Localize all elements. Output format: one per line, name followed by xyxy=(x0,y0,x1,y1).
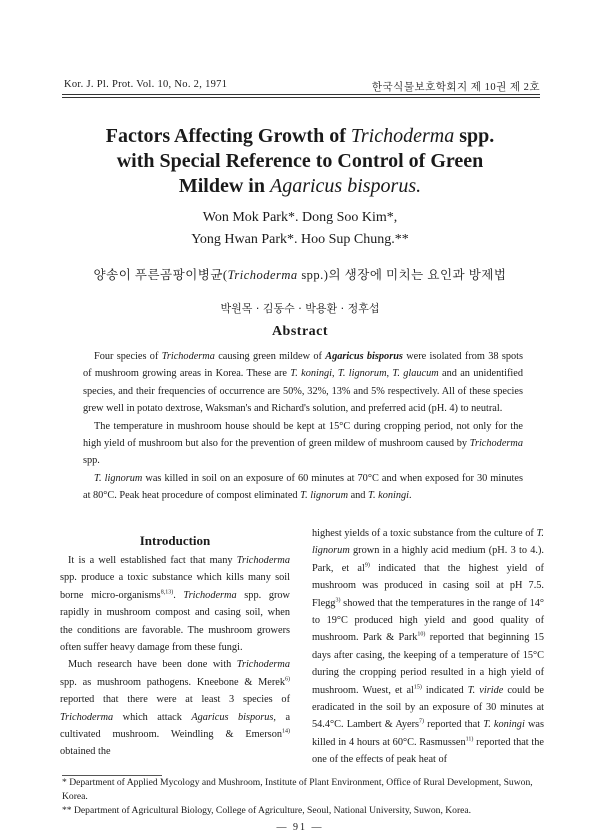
abstract-body xyxy=(83,348,523,505)
page-number: — 91 — xyxy=(276,822,324,833)
right-column xyxy=(312,525,544,769)
author-list: Won Mok Park*. Dong Soo Kim*, Yong Hwan Park*. Hoo Sup Chung.** xyxy=(191,210,409,247)
abstract-paragraph: Four species of Trichoderma causing green mildew of Agaricus bisporus were isolated from 38 spots of mushroom growing areas in Korea. These are T. koningi, T. lignorum, T. glaucum and an unidentified species, and their frequencies of occurrence are 50%, 32%, 13% and 5% respectively. All of these species grew well in potato dextrose, Waksman's and Richard's solution, and preferred acid (pH. 4) to neutral. xyxy=(83,351,523,415)
journal-citation: Kor. J. Pl. Prot. Vol. 10, No. 2, 1971 xyxy=(64,79,228,90)
footnote: ** Department of Agricultural Biology, College of Agriculture, Seoul, National University, Suwon, Korea. xyxy=(62,805,472,816)
journal-citation-korean: 한국식물보호학회지 제 10권 제 2호 xyxy=(371,82,540,93)
footnote: * Department of Applied Mycology and Mushroom, Institute of Plant Environment, Office of Rural Development, Suwon, Korea. xyxy=(62,777,533,802)
body-paragraph: It is a well established fact that many Trichoderma spp. produce a toxic substance which kills many soil borne micro-organisms$^{8,13)}$. Trichoderma spp. grow rapidly in mushroom compost and casing soil, when the conditions are favorable. The mushroom growers often suffer heavy damage from these fungi. xyxy=(60,555,290,654)
paper-title: Factors Affecting Growth of Trichoderma spp. with Special Reference to Control of Green Mildew in Agaricus bisporus. xyxy=(105,125,495,197)
abstract-paragraph: T. lignorum was killed in soil on an exposure of 60 minutes at 70°C and when exposed for 30 minutes at 80°C. Peak heat procedure of compost eliminated T. lignorum and T. koningi. xyxy=(83,472,523,502)
header-rule-double xyxy=(62,97,540,98)
footnotes xyxy=(62,776,546,818)
body-paragraph: Much research have been done with Trichoderma spp. as mushroom pathogens. Kneebone & Merek$^{6)}$ reported that there were at least 3 species of Trichoderma which attack Agaricus bisporus, a cultivated mushroom. Weindling & Emerson$^{14)}$ obtained the xyxy=(60,659,291,758)
header-rule xyxy=(62,94,540,95)
introduction-heading: Introduction xyxy=(139,533,211,548)
abstract-paragraph: The temperature in mushroom house should be kept at 15°C during cropping period, not only for the high yield of mushroom but also for the prevention of green mildew of mushroom caused by Trichoderma spp. xyxy=(83,420,523,467)
body-paragraph: highest yields of a toxic substance from the culture of T. lignorum grown in a highly acid medium (pH. 3 to 4.). Park, et $al^{9)}$ indicated that the highest yield of mushroom was produced in casing soil at pH 7.5. Flegg$^{3)}$ showed that the temperatures in the range of 14° to 19°C produced high yield and good quality of mushroom. Park & Park$^{10)}$ reported that beginning 15 days after casing, the keeping of a temperature of 15°C during the cropping period resulted in a high yield of mushroom. Wuest, et $al^{15)}$ indicated T. viride could be eradicated in the soil by an exposure of 30 minutes at 54.4°C. Lambert & Ayers$^{7)}$ reported that T. koningi was killed in 4 hours at 60°C. Rasmussen$^{11)}$ reported that the one of the effects of peak heat of xyxy=(312,528,544,766)
korean-title: 양송이 푸른곰팡이병균(Trichoderma spp.)의 생장에 미치는 요인과 방제법 xyxy=(93,268,507,282)
abstract-heading: Abstract xyxy=(271,324,329,339)
korean-author-list: 박원목 · 김동수 · 박용환 · 정후섭 xyxy=(220,302,380,315)
